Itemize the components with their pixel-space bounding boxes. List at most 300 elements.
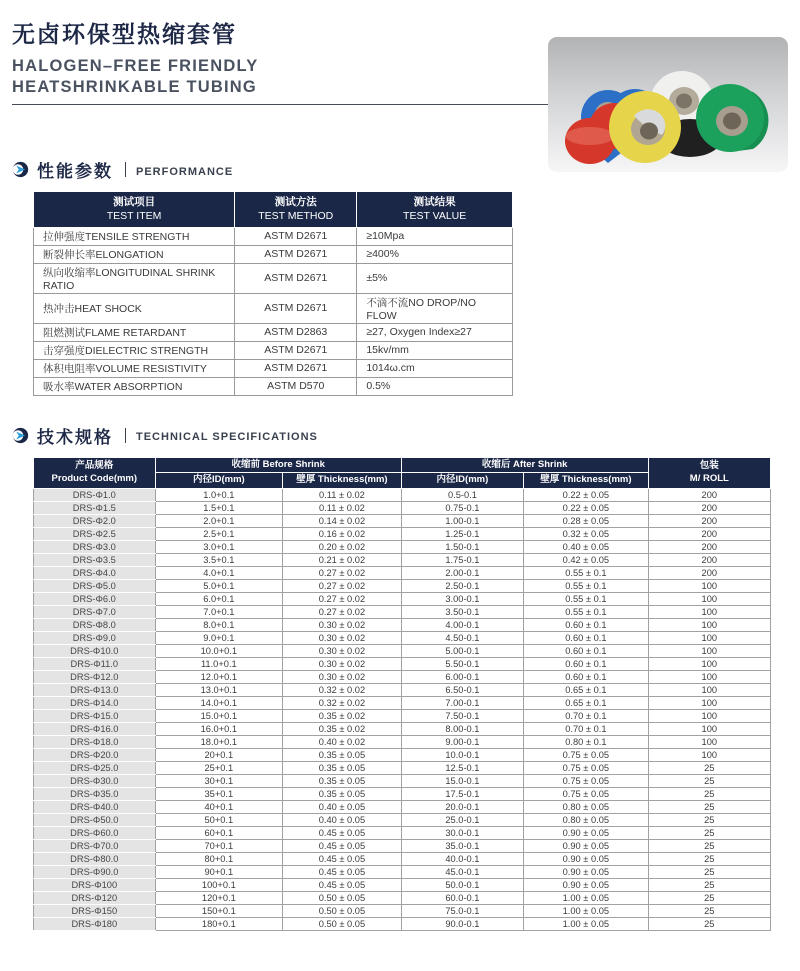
before-thickness-cell: 0.27 ± 0.02 bbox=[283, 593, 402, 606]
after-thickness-cell: 1.00 ± 0.05 bbox=[524, 905, 649, 918]
before-thickness-cell: 0.30 ± 0.02 bbox=[283, 632, 402, 645]
spec-row bbox=[34, 827, 771, 840]
meters-per-roll-cell: 200 bbox=[648, 515, 770, 528]
before-id-cell: 9.0+0.1 bbox=[155, 632, 283, 645]
col-group-before-shrink: 收缩前 Before Shrink bbox=[155, 457, 401, 473]
after-thickness-cell: 0.60 ± 0.1 bbox=[524, 658, 649, 671]
after-id-cell: 75.0-0.1 bbox=[401, 905, 523, 918]
meters-per-roll-cell: 25 bbox=[648, 866, 770, 879]
col-test-value bbox=[357, 192, 513, 227]
product-code-cell: DRS-Φ9.0 bbox=[34, 632, 156, 645]
before-thickness-cell: 0.30 ± 0.02 bbox=[283, 658, 402, 671]
product-code-cell: DRS-Φ15.0 bbox=[34, 710, 156, 723]
meters-per-roll-cell: 25 bbox=[648, 827, 770, 840]
after-id-cell: 15.0-0.1 bbox=[401, 775, 523, 788]
after-id-cell: 25.0-0.1 bbox=[401, 814, 523, 827]
product-code-cell: DRS-Φ100 bbox=[34, 879, 156, 892]
before-thickness-cell: 0.45 ± 0.05 bbox=[283, 827, 402, 840]
meters-per-roll-cell: 100 bbox=[648, 632, 770, 645]
meters-per-roll-cell: 100 bbox=[648, 736, 770, 749]
after-id-cell: 8.00-0.1 bbox=[401, 723, 523, 736]
product-code-cell: DRS-Φ11.0 bbox=[34, 658, 156, 671]
before-thickness-cell: 0.30 ± 0.02 bbox=[283, 671, 402, 684]
test-value-cell: ≥10Mpa bbox=[357, 227, 513, 245]
product-code-cell: DRS-Φ120 bbox=[34, 892, 156, 905]
green-roll bbox=[696, 84, 768, 152]
specs-title-en: TECHNICAL SPECIFICATIONS bbox=[136, 431, 318, 444]
product-code-cell: DRS-Φ5.0 bbox=[34, 580, 156, 593]
col-before-thickness: 壁厚 Thickness(mm) bbox=[283, 473, 402, 489]
before-id-cell: 50+0.1 bbox=[155, 814, 283, 827]
product-code-cell: DRS-Φ25.0 bbox=[34, 762, 156, 775]
test-value-cell: 1014ω.cm bbox=[357, 359, 513, 377]
meters-per-roll-cell: 100 bbox=[648, 593, 770, 606]
after-thickness-cell: 0.55 ± 0.1 bbox=[524, 580, 649, 593]
after-id-cell: 10.0-0.1 bbox=[401, 749, 523, 762]
performance-row bbox=[34, 293, 513, 323]
before-id-cell: 3.5+0.1 bbox=[155, 554, 283, 567]
col-before-id: 内径ID(mm) bbox=[155, 473, 283, 489]
col-product-code-en: Product Code(mm) bbox=[51, 472, 138, 484]
after-id-cell: 3.50-0.1 bbox=[401, 606, 523, 619]
before-thickness-cell: 0.40 ± 0.02 bbox=[283, 736, 402, 749]
test-value-cell: ≥400% bbox=[357, 245, 513, 263]
page-subtitle-line1: HALOGEN–FREE FRIENDLY bbox=[12, 57, 259, 75]
spec-row bbox=[34, 866, 771, 879]
before-id-cell: 13.0+0.1 bbox=[155, 684, 283, 697]
before-id-cell: 7.0+0.1 bbox=[155, 606, 283, 619]
after-id-cell: 3.00-0.1 bbox=[401, 593, 523, 606]
spec-row bbox=[34, 528, 771, 541]
before-id-cell: 120+0.1 bbox=[155, 892, 283, 905]
meters-per-roll-cell: 100 bbox=[648, 580, 770, 593]
before-id-cell: 5.0+0.1 bbox=[155, 580, 283, 593]
before-id-cell: 90+0.1 bbox=[155, 866, 283, 879]
before-thickness-cell: 0.35 ± 0.02 bbox=[283, 723, 402, 736]
test-item-cell: 吸水率WATER ABSORPTION bbox=[34, 377, 235, 395]
product-code-cell: DRS-Φ90.0 bbox=[34, 866, 156, 879]
before-thickness-cell: 0.50 ± 0.05 bbox=[283, 905, 402, 918]
before-id-cell: 2.5+0.1 bbox=[155, 528, 283, 541]
product-code-cell: DRS-Φ13.0 bbox=[34, 684, 156, 697]
col-test-method bbox=[235, 192, 357, 227]
product-code-cell: DRS-Φ150 bbox=[34, 905, 156, 918]
col-after-thickness: 壁厚 Thickness(mm) bbox=[524, 473, 649, 489]
after-thickness-cell: 0.75 ± 0.05 bbox=[524, 788, 649, 801]
test-method-cell: ASTM D570 bbox=[235, 377, 357, 395]
test-method-cell: ASTM D2671 bbox=[235, 263, 357, 293]
before-id-cell: 1.5+0.1 bbox=[155, 502, 283, 515]
before-id-cell: 11.0+0.1 bbox=[155, 658, 283, 671]
spec-row bbox=[34, 710, 771, 723]
performance-row bbox=[34, 341, 513, 359]
performance-title-cn: 性能参数 bbox=[37, 162, 113, 182]
meters-per-roll-cell: 100 bbox=[648, 606, 770, 619]
before-thickness-cell: 0.45 ± 0.05 bbox=[283, 840, 402, 853]
performance-header-row bbox=[34, 192, 513, 227]
product-code-cell: DRS-Φ7.0 bbox=[34, 606, 156, 619]
after-thickness-cell: 0.28 ± 0.05 bbox=[524, 515, 649, 528]
after-thickness-cell: 1.00 ± 0.05 bbox=[524, 892, 649, 905]
test-item-cell: 体积电阻率VOLUME RESISTIVITY bbox=[34, 359, 235, 377]
before-thickness-cell: 0.32 ± 0.02 bbox=[283, 684, 402, 697]
before-id-cell: 3.0+0.1 bbox=[155, 541, 283, 554]
spec-row bbox=[34, 645, 771, 658]
meters-per-roll-cell: 100 bbox=[648, 671, 770, 684]
after-thickness-cell: 0.70 ± 0.1 bbox=[524, 710, 649, 723]
before-thickness-cell: 0.21 ± 0.02 bbox=[283, 554, 402, 567]
product-code-cell: DRS-Φ180 bbox=[34, 918, 156, 931]
after-id-cell: 7.50-0.1 bbox=[401, 710, 523, 723]
col-test-method-en: TEST METHOD bbox=[258, 210, 334, 223]
before-thickness-cell: 0.35 ± 0.05 bbox=[283, 762, 402, 775]
spec-row bbox=[34, 515, 771, 528]
after-thickness-cell: 0.40 ± 0.05 bbox=[524, 541, 649, 554]
before-id-cell: 70+0.1 bbox=[155, 840, 283, 853]
after-id-cell: 20.0-0.1 bbox=[401, 801, 523, 814]
product-code-cell: DRS-Φ70.0 bbox=[34, 840, 156, 853]
after-id-cell: 45.0-0.1 bbox=[401, 866, 523, 879]
title-separator bbox=[125, 428, 126, 443]
spec-row bbox=[34, 580, 771, 593]
col-package-cn: 包装 bbox=[699, 460, 719, 472]
after-id-cell: 60.0-0.1 bbox=[401, 892, 523, 905]
arrow-circle-icon bbox=[12, 427, 29, 444]
meters-per-roll-cell: 25 bbox=[648, 918, 770, 931]
before-id-cell: 18.0+0.1 bbox=[155, 736, 283, 749]
test-method-cell: ASTM D2671 bbox=[235, 227, 357, 245]
test-item-cell: 纵向收缩率LONGITUDINAL SHRINK RATIO bbox=[34, 263, 235, 293]
spec-row bbox=[34, 632, 771, 645]
spec-row bbox=[34, 658, 771, 671]
after-thickness-cell: 0.75 ± 0.05 bbox=[524, 762, 649, 775]
product-code-cell: DRS-Φ80.0 bbox=[34, 853, 156, 866]
col-package-en: M/ ROLL bbox=[689, 472, 729, 484]
yellow-roll bbox=[609, 91, 681, 163]
before-id-cell: 80+0.1 bbox=[155, 853, 283, 866]
after-id-cell: 17.5-0.1 bbox=[401, 788, 523, 801]
after-thickness-cell: 0.90 ± 0.05 bbox=[524, 853, 649, 866]
meters-per-roll-cell: 25 bbox=[648, 905, 770, 918]
specs-section-header bbox=[12, 423, 800, 448]
spec-row bbox=[34, 541, 771, 554]
meters-per-roll-cell: 25 bbox=[648, 762, 770, 775]
performance-section bbox=[12, 157, 800, 395]
before-thickness-cell: 0.20 ± 0.02 bbox=[283, 541, 402, 554]
spec-row bbox=[34, 918, 771, 931]
product-code-cell: DRS-Φ18.0 bbox=[34, 736, 156, 749]
after-thickness-cell: 0.60 ± 0.1 bbox=[524, 671, 649, 684]
before-thickness-cell: 0.35 ± 0.02 bbox=[283, 710, 402, 723]
specs-title-cn: 技术规格 bbox=[37, 427, 113, 447]
product-code-cell: DRS-Φ40.0 bbox=[34, 801, 156, 814]
spec-row bbox=[34, 879, 771, 892]
col-test-method-cn: 测试方法 bbox=[274, 196, 317, 209]
product-code-cell: DRS-Φ12.0 bbox=[34, 671, 156, 684]
product-code-cell: DRS-Φ30.0 bbox=[34, 775, 156, 788]
before-id-cell: 16.0+0.1 bbox=[155, 723, 283, 736]
before-thickness-cell: 0.11 ± 0.02 bbox=[283, 489, 402, 502]
meters-per-roll-cell: 200 bbox=[648, 567, 770, 580]
performance-row bbox=[34, 323, 513, 341]
product-code-cell: DRS-Φ1.5 bbox=[34, 502, 156, 515]
performance-row bbox=[34, 359, 513, 377]
meters-per-roll-cell: 100 bbox=[648, 723, 770, 736]
test-item-cell: 阻燃测试FLAME RETARDANT bbox=[34, 323, 235, 341]
before-thickness-cell: 0.14 ± 0.02 bbox=[283, 515, 402, 528]
spec-row bbox=[34, 619, 771, 632]
before-id-cell: 30+0.1 bbox=[155, 775, 283, 788]
before-thickness-cell: 0.50 ± 0.05 bbox=[283, 918, 402, 931]
before-thickness-cell: 0.27 ± 0.02 bbox=[283, 606, 402, 619]
col-test-value-cn: 测试结果 bbox=[413, 196, 456, 209]
before-id-cell: 2.0+0.1 bbox=[155, 515, 283, 528]
after-id-cell: 50.0-0.1 bbox=[401, 879, 523, 892]
after-thickness-cell: 0.90 ± 0.05 bbox=[524, 827, 649, 840]
after-thickness-cell: 0.80 ± 0.1 bbox=[524, 736, 649, 749]
meters-per-roll-cell: 100 bbox=[648, 710, 770, 723]
before-id-cell: 8.0+0.1 bbox=[155, 619, 283, 632]
page-subtitle-line2: HEATSHRINKABLE TUBING bbox=[12, 77, 257, 96]
spec-row bbox=[34, 489, 771, 502]
col-product-code-cn: 产品规格 bbox=[75, 460, 114, 472]
after-id-cell: 5.00-0.1 bbox=[401, 645, 523, 658]
spec-row bbox=[34, 905, 771, 918]
meters-per-roll-cell: 200 bbox=[648, 489, 770, 502]
product-code-cell: DRS-Φ2.0 bbox=[34, 515, 156, 528]
spec-row bbox=[34, 567, 771, 580]
page-title: 无卤环保型热缩套管 bbox=[12, 21, 237, 47]
before-id-cell: 10.0+0.1 bbox=[155, 645, 283, 658]
after-id-cell: 2.50-0.1 bbox=[401, 580, 523, 593]
product-code-cell: DRS-Φ20.0 bbox=[34, 749, 156, 762]
after-id-cell: 1.75-0.1 bbox=[401, 554, 523, 567]
before-id-cell: 40+0.1 bbox=[155, 801, 283, 814]
after-thickness-cell: 0.32 ± 0.05 bbox=[524, 528, 649, 541]
specs-table-body bbox=[34, 489, 771, 931]
before-thickness-cell: 0.30 ± 0.02 bbox=[283, 619, 402, 632]
product-code-cell: DRS-Φ3.5 bbox=[34, 554, 156, 567]
meters-per-roll-cell: 25 bbox=[648, 801, 770, 814]
product-code-cell: DRS-Φ50.0 bbox=[34, 814, 156, 827]
test-method-cell: ASTM D2671 bbox=[235, 293, 357, 323]
col-test-value-en: TEST VALUE bbox=[403, 210, 467, 223]
before-id-cell: 4.0+0.1 bbox=[155, 567, 283, 580]
after-thickness-cell: 0.55 ± 0.1 bbox=[524, 567, 649, 580]
product-code-cell: DRS-Φ16.0 bbox=[34, 723, 156, 736]
spec-row bbox=[34, 801, 771, 814]
meters-per-roll-cell: 25 bbox=[648, 879, 770, 892]
after-thickness-cell: 0.55 ± 0.1 bbox=[524, 593, 649, 606]
performance-title-en: PERFORMANCE bbox=[136, 165, 234, 178]
specs-header-row-1 bbox=[34, 457, 771, 473]
before-id-cell: 1.0+0.1 bbox=[155, 489, 283, 502]
before-thickness-cell: 0.45 ± 0.05 bbox=[283, 879, 402, 892]
performance-row bbox=[34, 377, 513, 395]
before-thickness-cell: 0.27 ± 0.02 bbox=[283, 580, 402, 593]
before-id-cell: 6.0+0.1 bbox=[155, 593, 283, 606]
before-thickness-cell: 0.30 ± 0.02 bbox=[283, 645, 402, 658]
after-thickness-cell: 0.90 ± 0.05 bbox=[524, 866, 649, 879]
after-id-cell: 4.50-0.1 bbox=[401, 632, 523, 645]
arrow-circle-icon bbox=[12, 161, 29, 178]
before-thickness-cell: 0.27 ± 0.02 bbox=[283, 567, 402, 580]
tubing-rolls-illustration bbox=[548, 37, 788, 172]
performance-table-body bbox=[34, 227, 513, 395]
after-id-cell: 1.00-0.1 bbox=[401, 515, 523, 528]
spec-row bbox=[34, 697, 771, 710]
meters-per-roll-cell: 25 bbox=[648, 775, 770, 788]
spec-row bbox=[34, 736, 771, 749]
after-thickness-cell: 0.60 ± 0.1 bbox=[524, 632, 649, 645]
spec-row bbox=[34, 892, 771, 905]
after-id-cell: 2.00-0.1 bbox=[401, 567, 523, 580]
performance-row bbox=[34, 263, 513, 293]
product-code-cell: DRS-Φ10.0 bbox=[34, 645, 156, 658]
spec-row bbox=[34, 723, 771, 736]
before-thickness-cell: 0.35 ± 0.05 bbox=[283, 788, 402, 801]
performance-row bbox=[34, 227, 513, 245]
meters-per-roll-cell: 200 bbox=[648, 528, 770, 541]
after-thickness-cell: 0.70 ± 0.1 bbox=[524, 723, 649, 736]
meters-per-roll-cell: 25 bbox=[648, 788, 770, 801]
spec-row bbox=[34, 840, 771, 853]
after-thickness-cell: 0.60 ± 0.1 bbox=[524, 619, 649, 632]
before-thickness-cell: 0.32 ± 0.02 bbox=[283, 697, 402, 710]
meters-per-roll-cell: 100 bbox=[648, 619, 770, 632]
meters-per-roll-cell: 100 bbox=[648, 645, 770, 658]
after-id-cell: 35.0-0.1 bbox=[401, 840, 523, 853]
after-thickness-cell: 0.75 ± 0.05 bbox=[524, 775, 649, 788]
before-thickness-cell: 0.45 ± 0.05 bbox=[283, 866, 402, 879]
before-id-cell: 20+0.1 bbox=[155, 749, 283, 762]
after-id-cell: 90.0-0.1 bbox=[401, 918, 523, 931]
col-product-code bbox=[34, 457, 156, 489]
col-test-item-en: TEST ITEM bbox=[106, 210, 162, 223]
spec-row bbox=[34, 788, 771, 801]
before-id-cell: 35+0.1 bbox=[155, 788, 283, 801]
after-thickness-cell: 0.22 ± 0.05 bbox=[524, 502, 649, 515]
after-thickness-cell: 0.42 ± 0.05 bbox=[524, 554, 649, 567]
spec-row bbox=[34, 502, 771, 515]
test-value-cell: 0.5% bbox=[357, 377, 513, 395]
after-id-cell: 6.00-0.1 bbox=[401, 671, 523, 684]
before-id-cell: 60+0.1 bbox=[155, 827, 283, 840]
meters-per-roll-cell: 200 bbox=[648, 541, 770, 554]
before-id-cell: 100+0.1 bbox=[155, 879, 283, 892]
test-method-cell: ASTM D2671 bbox=[235, 341, 357, 359]
before-thickness-cell: 0.16 ± 0.02 bbox=[283, 528, 402, 541]
after-thickness-cell: 0.22 ± 0.05 bbox=[524, 489, 649, 502]
after-thickness-cell: 0.80 ± 0.05 bbox=[524, 801, 649, 814]
after-thickness-cell: 0.90 ± 0.05 bbox=[524, 840, 649, 853]
spec-row bbox=[34, 671, 771, 684]
after-id-cell: 12.5-0.1 bbox=[401, 762, 523, 775]
product-code-cell: DRS-Φ8.0 bbox=[34, 619, 156, 632]
before-thickness-cell: 0.35 ± 0.05 bbox=[283, 775, 402, 788]
test-value-cell: 不滴不流NO DROP/NO FLOW bbox=[357, 293, 513, 323]
before-id-cell: 15.0+0.1 bbox=[155, 710, 283, 723]
spec-row bbox=[34, 749, 771, 762]
before-id-cell: 12.0+0.1 bbox=[155, 671, 283, 684]
product-code-cell: DRS-Φ60.0 bbox=[34, 827, 156, 840]
after-thickness-cell: 1.00 ± 0.05 bbox=[524, 918, 649, 931]
after-id-cell: 0.75-0.1 bbox=[401, 502, 523, 515]
meters-per-roll-cell: 25 bbox=[648, 814, 770, 827]
test-method-cell: ASTM D2671 bbox=[235, 359, 357, 377]
spec-row bbox=[34, 593, 771, 606]
spec-row bbox=[34, 775, 771, 788]
product-code-cell: DRS-Φ1.0 bbox=[34, 489, 156, 502]
after-id-cell: 4.00-0.1 bbox=[401, 619, 523, 632]
after-id-cell: 7.00-0.1 bbox=[401, 697, 523, 710]
test-item-cell: 热冲击HEAT SHOCK bbox=[34, 293, 235, 323]
after-thickness-cell: 0.60 ± 0.1 bbox=[524, 645, 649, 658]
after-id-cell: 5.50-0.1 bbox=[401, 658, 523, 671]
after-id-cell: 1.50-0.1 bbox=[401, 541, 523, 554]
after-id-cell: 1.25-0.1 bbox=[401, 528, 523, 541]
before-thickness-cell: 0.35 ± 0.05 bbox=[283, 749, 402, 762]
meters-per-roll-cell: 200 bbox=[648, 554, 770, 567]
test-item-cell: 拉伸强度TENSILE STRENGTH bbox=[34, 227, 235, 245]
before-id-cell: 25+0.1 bbox=[155, 762, 283, 775]
col-package bbox=[648, 457, 770, 489]
after-thickness-cell: 0.55 ± 0.1 bbox=[524, 606, 649, 619]
spec-row bbox=[34, 762, 771, 775]
before-thickness-cell: 0.40 ± 0.05 bbox=[283, 801, 402, 814]
col-after-id: 内径ID(mm) bbox=[401, 473, 523, 489]
meters-per-roll-cell: 100 bbox=[648, 697, 770, 710]
meters-per-roll-cell: 100 bbox=[648, 684, 770, 697]
test-item-cell: 击穿强度DIELECTRIC STRENGTH bbox=[34, 341, 235, 359]
spec-row bbox=[34, 684, 771, 697]
test-item-cell: 断裂伸长率ELONGATION bbox=[34, 245, 235, 263]
meters-per-roll-cell: 100 bbox=[648, 658, 770, 671]
before-id-cell: 150+0.1 bbox=[155, 905, 283, 918]
performance-row bbox=[34, 245, 513, 263]
after-thickness-cell: 0.65 ± 0.1 bbox=[524, 697, 649, 710]
meters-per-roll-cell: 100 bbox=[648, 749, 770, 762]
spec-row bbox=[34, 814, 771, 827]
product-code-cell: DRS-Φ35.0 bbox=[34, 788, 156, 801]
after-id-cell: 30.0-0.1 bbox=[401, 827, 523, 840]
test-value-cell: ≥27, Oxygen Index≥27 bbox=[357, 323, 513, 341]
test-method-cell: ASTM D2863 bbox=[235, 323, 357, 341]
col-test-item-cn: 测试项目 bbox=[113, 196, 156, 209]
meters-per-roll-cell: 25 bbox=[648, 853, 770, 866]
after-id-cell: 6.50-0.1 bbox=[401, 684, 523, 697]
product-photo bbox=[548, 37, 788, 172]
meters-per-roll-cell: 200 bbox=[648, 502, 770, 515]
before-thickness-cell: 0.40 ± 0.05 bbox=[283, 814, 402, 827]
after-id-cell: 0.5-0.1 bbox=[401, 489, 523, 502]
meters-per-roll-cell: 25 bbox=[648, 840, 770, 853]
after-id-cell: 40.0-0.1 bbox=[401, 853, 523, 866]
specs-table bbox=[33, 457, 771, 932]
test-value-cell: 15kv/mm bbox=[357, 341, 513, 359]
spec-row bbox=[34, 554, 771, 567]
performance-table bbox=[33, 191, 513, 395]
product-code-cell: DRS-Φ2.5 bbox=[34, 528, 156, 541]
product-code-cell: DRS-Φ6.0 bbox=[34, 593, 156, 606]
product-code-cell: DRS-Φ4.0 bbox=[34, 567, 156, 580]
after-thickness-cell: 0.90 ± 0.05 bbox=[524, 879, 649, 892]
product-code-cell: DRS-Φ3.0 bbox=[34, 541, 156, 554]
test-value-cell: ±5% bbox=[357, 263, 513, 293]
test-method-cell: ASTM D2671 bbox=[235, 245, 357, 263]
spec-row bbox=[34, 853, 771, 866]
after-thickness-cell: 0.80 ± 0.05 bbox=[524, 814, 649, 827]
